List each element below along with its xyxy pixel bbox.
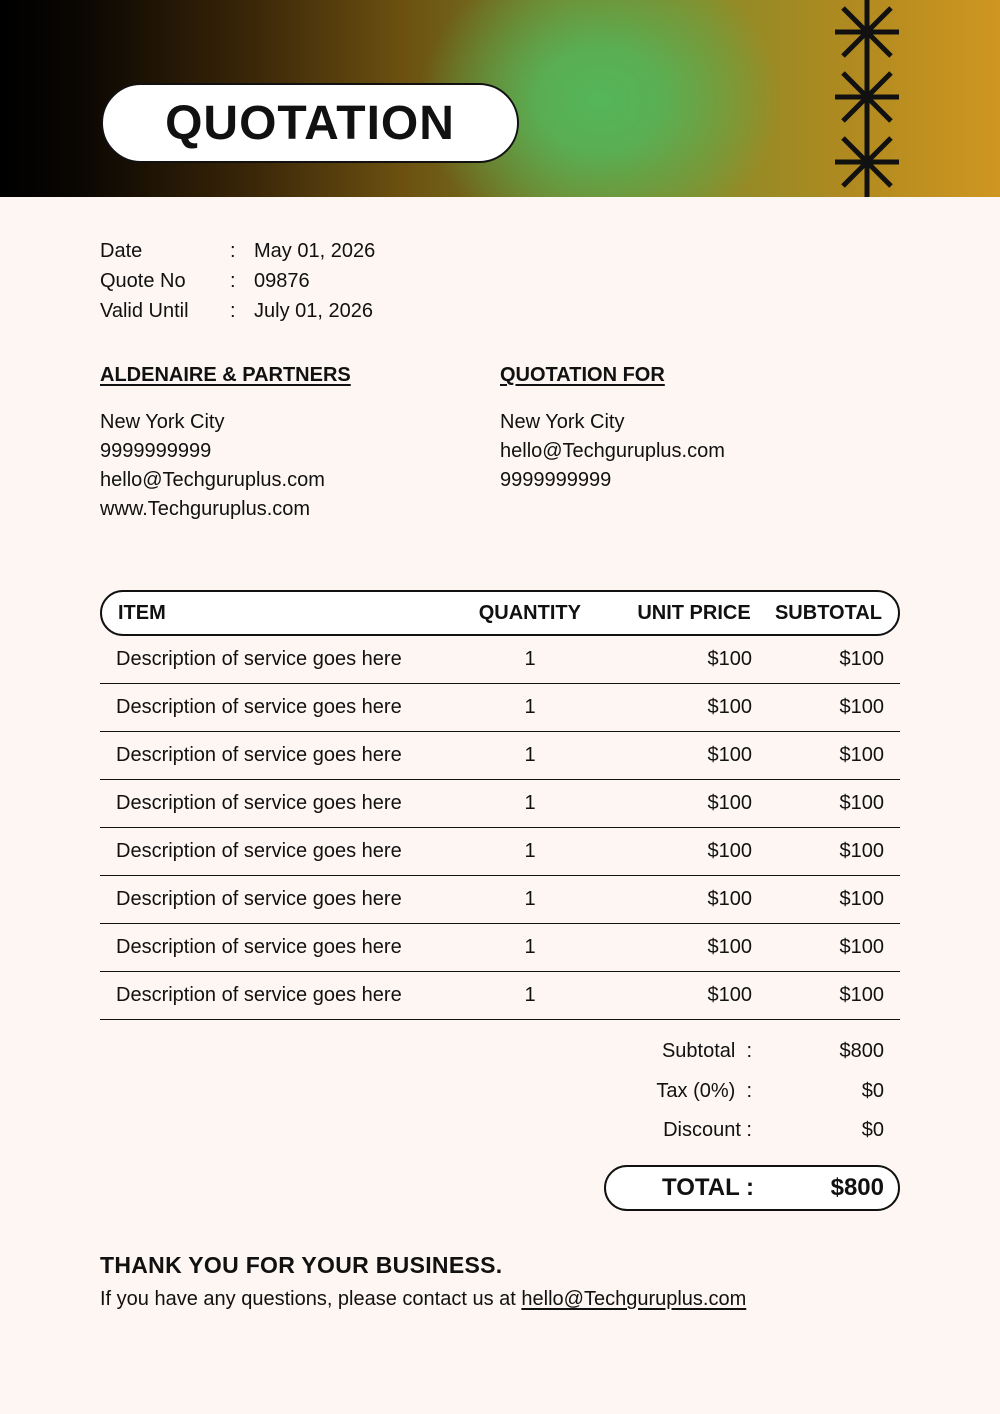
row-quantity: 1 xyxy=(524,840,536,862)
meta-value: July 01, 2026 xyxy=(254,299,373,322)
row-quantity: 1 xyxy=(524,648,536,670)
sender-address xyxy=(100,408,325,524)
contact-line xyxy=(100,1288,746,1311)
row-subtotal: $100 xyxy=(839,792,884,814)
row-item: Description of service goes here xyxy=(116,696,402,718)
table-row xyxy=(100,828,900,876)
grand-total-value: $800 xyxy=(830,1174,884,1201)
meta-value: May 01, 2026 xyxy=(254,239,376,262)
tax-value: $0 xyxy=(861,1079,884,1102)
row-item: Description of service goes here xyxy=(116,648,402,670)
recipient-phone: 9999999999 xyxy=(500,469,612,491)
grand-total xyxy=(604,1165,900,1211)
discount-row xyxy=(600,1111,900,1151)
tax-label: Tax (0%) : xyxy=(656,1079,752,1102)
row-item: Description of service goes here xyxy=(116,984,402,1006)
table-row xyxy=(100,732,900,780)
recipient-address xyxy=(500,408,725,495)
meta-label: Valid Until xyxy=(100,299,189,322)
table-row xyxy=(100,876,900,924)
row-item: Description of service goes here xyxy=(116,744,402,766)
row-quantity: 1 xyxy=(524,696,536,718)
row-unit-price: $100 xyxy=(707,984,752,1006)
meta-label: Date xyxy=(100,239,143,262)
sender-phone: 9999999999 xyxy=(100,440,212,462)
discount-value: $0 xyxy=(861,1119,884,1142)
meta-colon: : xyxy=(230,299,236,322)
row-subtotal: $100 xyxy=(839,744,884,766)
row-item: Description of service goes here xyxy=(116,840,402,862)
table-header xyxy=(100,590,900,636)
header-item: ITEM xyxy=(118,601,166,624)
recipient-heading: QUOTATION FOR xyxy=(500,364,665,386)
row-unit-price: $100 xyxy=(707,744,752,766)
row-subtotal: $100 xyxy=(839,648,884,670)
row-subtotal: $100 xyxy=(839,888,884,910)
header-subtotal: SUBTOTAL xyxy=(774,601,882,624)
row-unit-price: $100 xyxy=(707,840,752,862)
thank-you-heading: THANK YOU FOR YOUR BUSINESS. xyxy=(100,1252,503,1278)
subtotal-label: Subtotal : xyxy=(661,1040,752,1063)
row-item: Description of service goes here xyxy=(116,888,402,910)
row-unit-price: $100 xyxy=(707,792,752,814)
meta-colon: : xyxy=(230,269,236,292)
row-subtotal: $100 xyxy=(839,984,884,1006)
meta-label: Quote No xyxy=(100,269,186,292)
recipient-city: New York City xyxy=(500,411,625,433)
row-unit-price: $100 xyxy=(707,696,752,718)
asterisk-decoration xyxy=(833,0,901,197)
recipient-email: hello@Techguruplus.com xyxy=(500,440,725,462)
row-item: Description of service goes here xyxy=(116,936,402,958)
row-quantity: 1 xyxy=(524,744,536,766)
row-quantity: 1 xyxy=(524,936,536,958)
sender-email: hello@Techguruplus.com xyxy=(100,469,325,491)
header-banner xyxy=(0,0,1000,197)
meta-row-date xyxy=(100,236,375,266)
row-subtotal: $100 xyxy=(839,840,884,862)
table-row xyxy=(100,636,900,684)
row-unit-price: $100 xyxy=(707,936,752,958)
row-unit-price: $100 xyxy=(707,888,752,910)
items-table xyxy=(100,590,900,1020)
row-quantity: 1 xyxy=(524,792,536,814)
sender-heading: ALDENAIRE & PARTNERS xyxy=(100,364,351,386)
table-row xyxy=(100,684,900,732)
table-row xyxy=(100,780,900,828)
subtotal-row xyxy=(600,1032,900,1072)
header-unit-price: UNIT PRICE xyxy=(637,601,751,624)
row-subtotal: $100 xyxy=(839,696,884,718)
page-title: QUOTATION xyxy=(101,83,519,163)
table-row xyxy=(100,924,900,972)
tax-row xyxy=(600,1072,900,1112)
row-quantity: 1 xyxy=(524,984,536,1006)
row-item: Description of service goes here xyxy=(116,792,402,814)
totals-summary xyxy=(600,1032,900,1151)
contact-email-link[interactable]: hello@Techguruplus.com xyxy=(521,1288,747,1310)
meta-value: 09876 xyxy=(254,269,310,292)
grand-total-label: TOTAL : xyxy=(662,1174,754,1201)
meta-row-quote-no xyxy=(100,266,375,296)
header-quantity: QUANTITY xyxy=(478,601,581,624)
row-unit-price: $100 xyxy=(707,648,752,670)
subtotal-value: $800 xyxy=(839,1040,884,1063)
sender-website: www.Techguruplus.com xyxy=(100,498,311,520)
row-quantity: 1 xyxy=(524,888,536,910)
table-row xyxy=(100,972,900,1020)
contact-text: If you have any questions, please contact us at xyxy=(100,1288,522,1310)
meta-row-valid-until xyxy=(100,296,375,326)
meta-colon: : xyxy=(230,239,236,262)
quote-meta xyxy=(100,236,375,326)
discount-label: Discount : xyxy=(663,1119,752,1142)
sender-city: New York City xyxy=(100,411,225,433)
row-subtotal: $100 xyxy=(839,936,884,958)
